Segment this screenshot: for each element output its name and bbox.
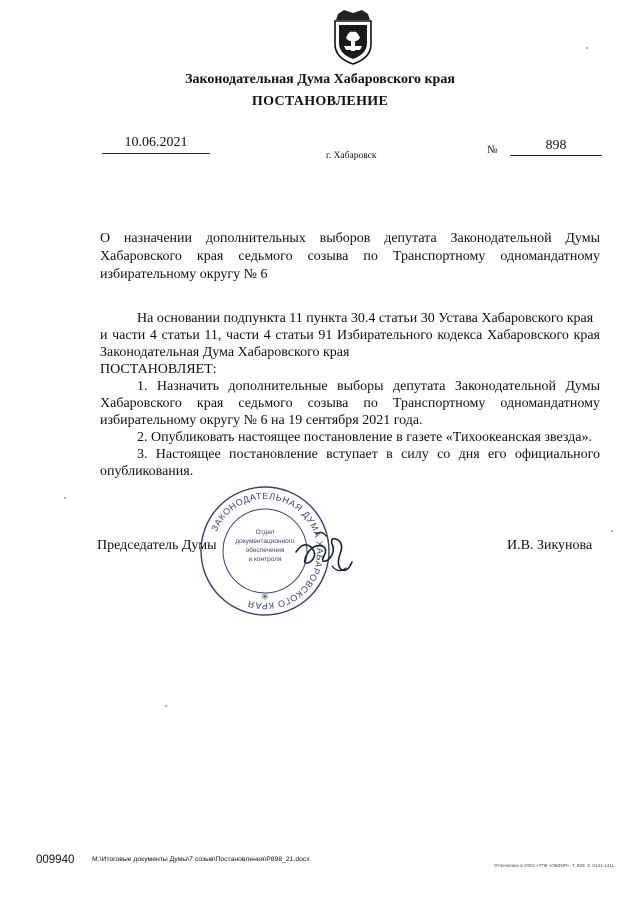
- document-date: 10.06.2021: [124, 135, 188, 150]
- preamble-line: На основании подпункта 11 пункта 30.4 статьи 30 Устава Хабаровского края: [137, 311, 594, 326]
- footer-code: 009940: [36, 854, 75, 866]
- document-number: 898: [545, 138, 567, 153]
- scan-speck: [64, 497, 66, 499]
- coat-of-arms-emblem: [330, 8, 376, 66]
- number-underline: [510, 155, 602, 156]
- item-1-line: 1. Назначить дополнительные выборы депутата Законодательной Думы: [137, 379, 600, 394]
- document-city: г. Хабаровск: [326, 151, 377, 161]
- subject-line: Хабаровского края седьмого созыва по Транспортному одномандатному: [100, 249, 600, 264]
- preamble-line: и части 4 статьи 11, части 4 статьи 91 Избирательного кодекса Хабаровского края: [100, 328, 600, 343]
- stamp-inner-line: документационного: [235, 538, 295, 545]
- chair-label: Председатель Думы: [97, 538, 217, 553]
- stamp-ring-text: ЗАКОНОДАТЕЛЬНАЯ ДУМА ХАБАРОВСКОГО КРАЯ: [209, 490, 326, 612]
- scan-speck: [165, 705, 167, 707]
- number-sign: №: [487, 144, 498, 156]
- resolve-heading: ПОСТАНОВЛЯЕТ:: [100, 362, 217, 377]
- subject-line: избирательному округу № 6: [100, 267, 268, 282]
- item-3-line: опубликования.: [100, 464, 194, 479]
- date-underline: [102, 153, 210, 154]
- item-2-line: 2. Опубликовать настоящее постановление в газете «Тихоокеанская звезда».: [137, 430, 593, 445]
- preamble-line: Законодательная Дума Хабаровского края: [100, 345, 350, 360]
- stamp-inner-line: и контроля: [248, 556, 282, 563]
- item-1-line: Хабаровского края седьмого созыва по Транспортному одномандатному: [100, 396, 600, 411]
- organization-name: Законодательная Дума Хабаровского края: [185, 72, 455, 87]
- stamp-inner-line: обеспечения: [245, 547, 285, 554]
- item-1-line: избирательному округу № 6 на 19 сентября 2021 года.: [100, 413, 423, 428]
- stamp-inner-line: Отдел: [255, 529, 275, 536]
- item-3-line: 3. Настоящее постановление вступает в силу со дня его официального: [137, 447, 600, 462]
- chair-name: И.В. Зикунова: [507, 538, 593, 553]
- scan-speck: [586, 47, 588, 49]
- scan-speck: [611, 530, 613, 532]
- footer-print-info: Отпечатано в ООО «ТПК «ОБЗОР». Т. 829. З. 0141-1411.: [494, 863, 616, 868]
- subject-line: О назначении дополнительных выборов депутата Законодательной Думы: [100, 231, 600, 246]
- handwritten-signature: [292, 522, 362, 578]
- document-type-title: ПОСТАНОВЛЕНИЕ: [251, 94, 389, 109]
- document-body: [100, 310, 600, 480]
- stamp-star-icon: ✳: [260, 592, 270, 603]
- document-subject: [100, 230, 600, 284]
- footer-file-path: M:\Итоговые документы Думы\7 созыв\Постановления\P898_21.docx: [92, 856, 310, 863]
